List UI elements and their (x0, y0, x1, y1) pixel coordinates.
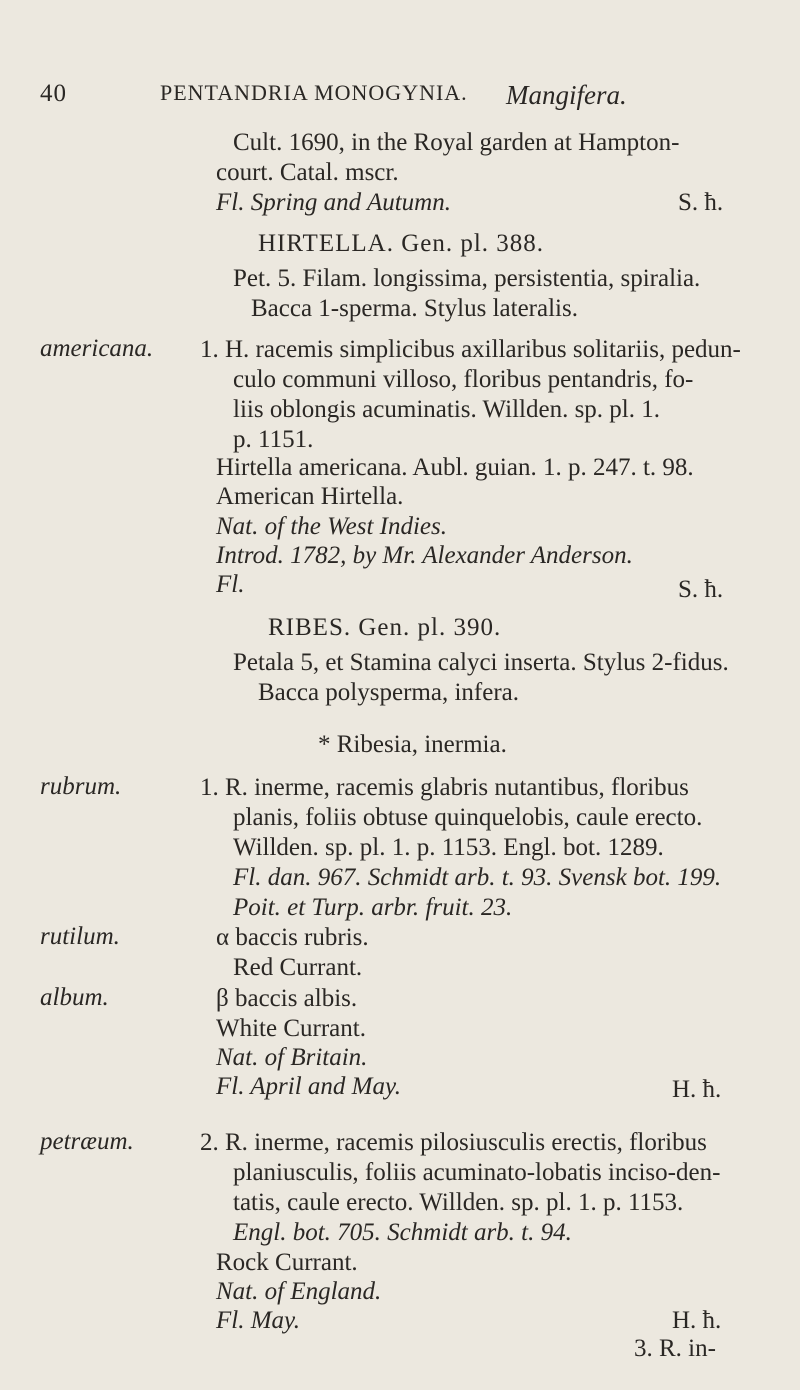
petraeum-symbol: H. ħ. (672, 1307, 722, 1334)
rutilum-line1: α baccis rubris. (216, 924, 369, 951)
rubrum-line2: planis, foliis obtuse quinquelobis, caule erecto. (233, 804, 703, 831)
petraeum-line4: Engl. bot. 705. Schmidt arb. t. 94. (233, 1219, 572, 1246)
margin-name-album: album. (40, 984, 109, 1011)
americana-introduced: Introd. 1782, by Mr. Alexander Anderson. (216, 542, 633, 569)
hirtella-character-line1: Pet. 5. Filam. longissima, persistentia, spiralia. (233, 265, 701, 292)
rubrum-line5: Poit. et Turp. arbr. fruit. 23. (233, 894, 513, 921)
petraeum-flowering: Fl. May. (216, 1307, 301, 1334)
petraeum-native: Nat. of England. (216, 1278, 382, 1305)
mangifera-flowering: Fl. Spring and Autumn. (216, 189, 451, 216)
petraeum-line2: planiusculis, foliis acuminato-lobatis inciso-den- (233, 1159, 721, 1186)
petraeum-common-name: Rock Currant. (216, 1249, 358, 1276)
americana-flowering: Fl. (216, 571, 245, 598)
petraeum-line3: tatis, caule erecto. Willden. sp. pl. 1. p. 1153. (233, 1189, 684, 1216)
americana-line4: p. 1151. (233, 426, 314, 453)
mangifera-symbol: S. ħ. (678, 189, 724, 216)
ribes-section-heading: * Ribesia, inermia. (318, 731, 507, 758)
album-common-name: White Currant. (216, 1015, 366, 1042)
mangifera-cult-line1: Cult. 1690, in the Royal garden at Hampton- (233, 129, 680, 156)
hirtella-character-line2: Bacca 1-sperma. Stylus lateralis. (251, 295, 578, 322)
americana-symbol: S. ħ. (678, 576, 724, 603)
margin-name-petraeum: petræum. (40, 1128, 134, 1155)
americana-native: Nat. of the West Indies. (216, 513, 448, 540)
margin-name-americana: americana. (40, 335, 154, 362)
petraeum-line1: 2. R. inerme, racemis pilosiusculis erectis, floribus (200, 1129, 707, 1156)
album-native: Nat. of Britain. (216, 1044, 368, 1071)
americana-common-name: American Hirtella. (216, 483, 404, 510)
ribes-character-line2: Bacca polysperma, infera. (258, 679, 519, 706)
page-number: 40 (40, 80, 67, 107)
americana-line3: liis oblongis acuminatis. Willden. sp. pl. 1. (233, 396, 660, 423)
album-symbol: H. ħ. (672, 1076, 722, 1103)
rubrum-line4: Fl. dan. 967. Schmidt arb. t. 93. Svensk bot. 199. (233, 864, 722, 891)
album-line1: β baccis albis. (216, 985, 358, 1012)
americana-line1: 1. H. racemis simplicibus axillaribus solitariis, pedun- (200, 336, 741, 363)
catchword: 3. R. in- (634, 1335, 716, 1362)
margin-name-rubrum: rubrum. (40, 773, 122, 800)
americana-synonym: Hirtella americana. Aubl. guian. 1. p. 247. t. 98. (216, 454, 694, 481)
americana-line2: culo communi villoso, floribus pentandris, fo- (233, 366, 694, 393)
rubrum-line3: Willden. sp. pl. 1. p. 1153. Engl. bot. 1289. (233, 834, 664, 861)
running-title: PENTANDRIA MONOGYNIA. (160, 80, 468, 105)
hirtella-genus-heading: HIRTELLA. Gen. pl. 388. (258, 230, 545, 257)
rutilum-common-name: Red Currant. (233, 954, 363, 981)
running-genus: Mangifera. (506, 80, 627, 110)
margin-name-rutilum: rutilum. (40, 923, 120, 950)
ribes-genus-heading: RIBES. Gen. pl. 390. (268, 614, 502, 641)
rubrum-line1: 1. R. inerme, racemis glabris nutantibus, floribus (200, 774, 689, 801)
album-flowering: Fl. April and May. (216, 1073, 401, 1100)
ribes-character-line1: Petala 5, et Stamina calyci inserta. Stylus 2-fidus. (233, 649, 729, 676)
mangifera-cult-line2: court. Catal. mscr. (216, 159, 399, 186)
